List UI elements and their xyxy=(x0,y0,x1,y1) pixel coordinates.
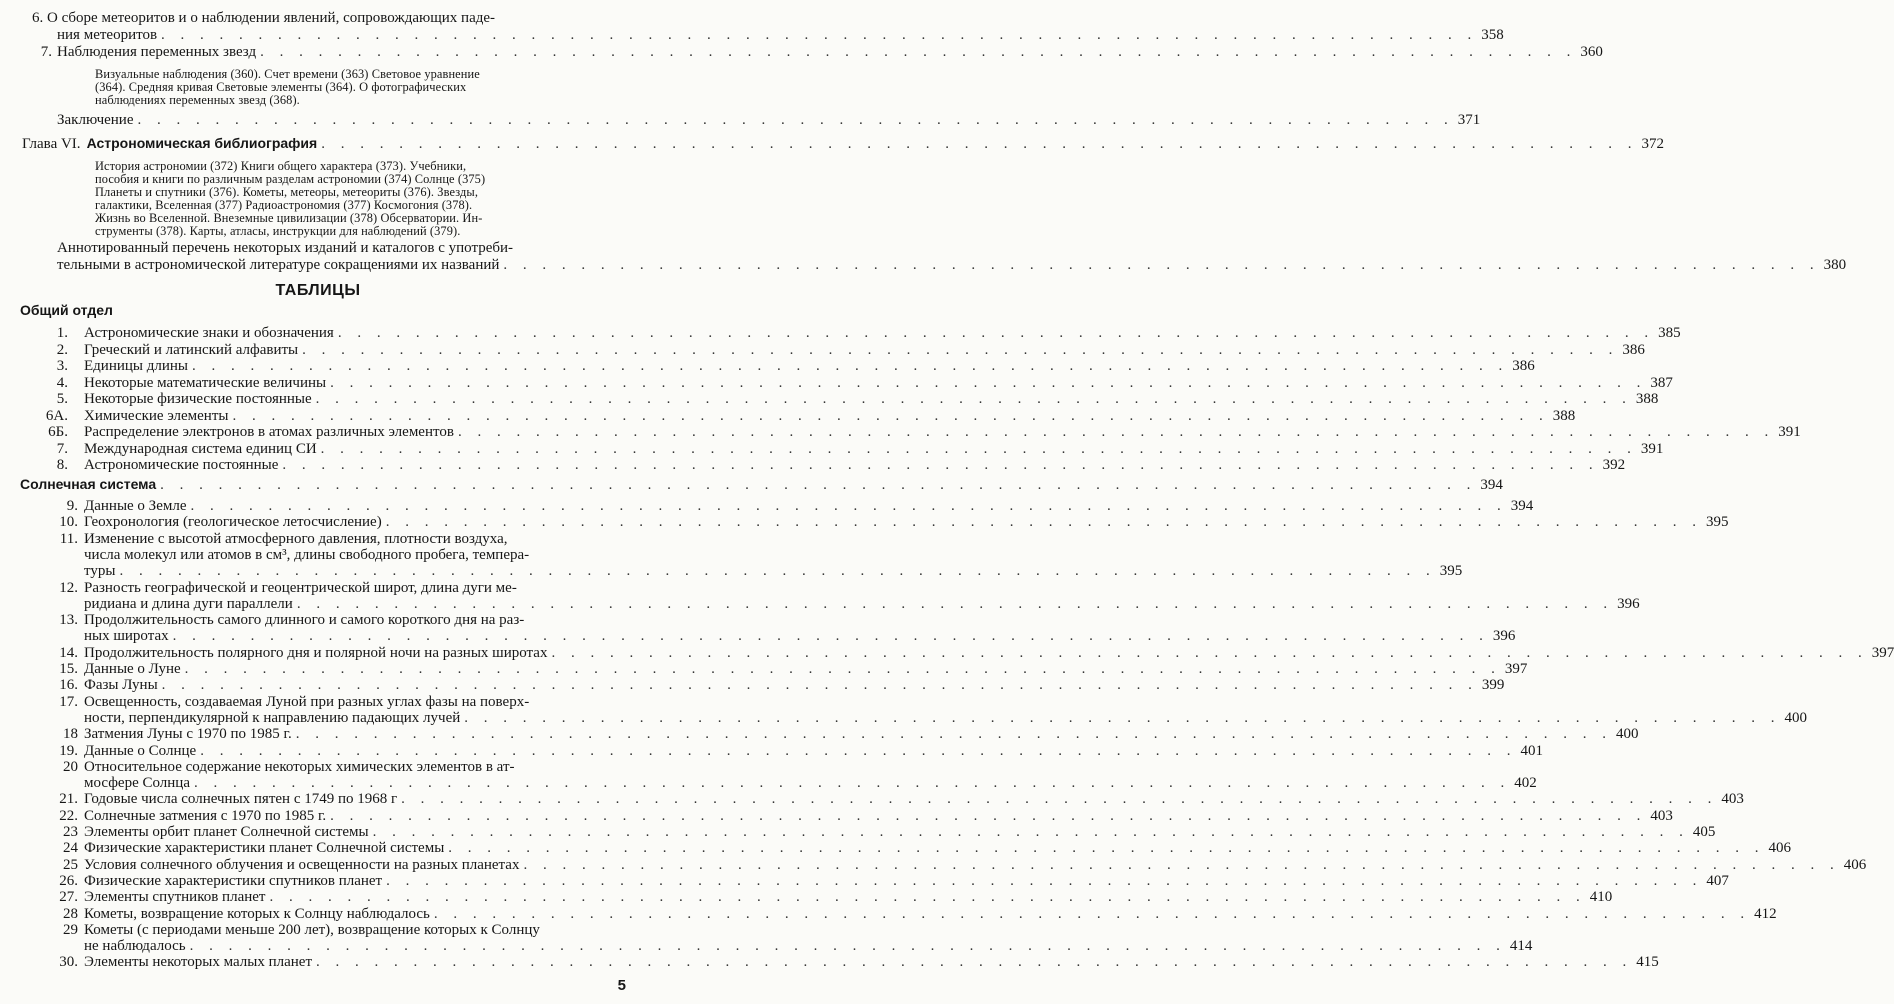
leader-dots xyxy=(523,857,1839,874)
leader-dots xyxy=(161,27,1477,44)
leader-dots xyxy=(448,840,1764,857)
entry-page: 412 xyxy=(1754,905,1777,922)
entry-number: 10. xyxy=(59,514,78,531)
leader-dots xyxy=(192,358,1508,375)
solar-table-entry xyxy=(40,514,1729,531)
entry-page: 396 xyxy=(1492,628,1516,645)
entry-title: Греческий и латинский алфавиты xyxy=(84,341,299,358)
entry-title: Химические элементы xyxy=(84,407,229,424)
entry-title: Астрономические постоянные xyxy=(84,457,279,473)
entry-title: ных широтах xyxy=(84,628,169,645)
leader-dots xyxy=(138,112,1454,129)
leader-dots xyxy=(185,661,1501,678)
entry-page: 395 xyxy=(1705,514,1729,531)
solar-table-entry-line xyxy=(40,694,624,711)
entry-number: 26. xyxy=(59,872,78,889)
entry-page: 399 xyxy=(1481,677,1505,694)
solar-table-entry xyxy=(40,791,1744,808)
entry-title: Солнечные затмения с 1970 по 1985 г. xyxy=(84,807,327,824)
entry-page: 360 xyxy=(1580,44,1603,60)
solar-table-entry-line xyxy=(40,531,624,548)
entry-page: 371 xyxy=(1457,112,1481,128)
general-table-entry xyxy=(40,424,1801,441)
entry-page: 388 xyxy=(1552,407,1576,424)
subtopic-line: (364). Средняя кривая Световые элементы (364). О фотографических xyxy=(95,80,467,94)
entry-number: 30. xyxy=(59,954,78,971)
entry-title: мосфере Солнца xyxy=(84,775,190,792)
entry-title: Некоторые математические величины xyxy=(84,374,327,391)
leader-dots xyxy=(162,677,1478,694)
leader-dots xyxy=(260,44,1576,61)
general-table-entry xyxy=(40,440,1664,458)
entry-number: 22. xyxy=(59,807,78,824)
entry-number: 29 xyxy=(63,921,78,938)
leader-dots xyxy=(232,408,1548,425)
entry-number: 5. xyxy=(56,391,68,407)
entry-title: Физические характеристики спутников планет xyxy=(84,872,383,889)
entry-page: 395 xyxy=(1439,563,1463,580)
solar-table-entry xyxy=(40,905,1777,923)
entry-title: Наблюдения переменных звезд xyxy=(57,44,257,60)
leader-dots xyxy=(338,325,1654,342)
solar-table-entry xyxy=(84,563,1463,580)
subtopic-line: пособия и книги по различным разделам астрономии (374) Солнце (375) xyxy=(95,172,486,186)
chapter-6-entry xyxy=(22,135,1664,153)
leader-dots xyxy=(119,563,1435,580)
entry-page: 386 xyxy=(1512,358,1535,374)
entry-title: Разность географической и геоцентрической широт, длина дуги ме- xyxy=(84,579,517,596)
entry-number: 7. xyxy=(40,44,52,60)
toc-entry-6 xyxy=(57,27,1504,44)
entry-number: 21. xyxy=(59,791,78,808)
chapter-label: Глава VI. xyxy=(22,136,81,152)
leader-dots xyxy=(296,726,1612,743)
annotated-list-entry xyxy=(57,257,1847,274)
entry-number: 16. xyxy=(59,677,78,694)
subtopic-line: наблюдениях переменных звезд (368). xyxy=(95,93,300,107)
entry-title: тельными в астрономической литературе сокращениями их названий xyxy=(57,257,500,273)
solar-table-entry xyxy=(40,954,1659,971)
entry-number: 1. xyxy=(56,325,68,341)
solar-table-entry xyxy=(40,824,1716,841)
entry-title: Затмения Луны с 1970 по 1985 г. xyxy=(84,726,292,743)
entry-page: 414 xyxy=(1509,938,1533,955)
entry-number: 13. xyxy=(59,612,78,629)
entry-title: Продолжительность полярного дня и полярной ночи на разных широтах xyxy=(84,644,548,661)
solar-table-entry xyxy=(40,661,1528,678)
toc-entry-6-line1: 6. О сборе метеоритов и о наблюдении явлений, сопровождающих паде- xyxy=(32,10,496,26)
leader-dots xyxy=(330,375,1646,392)
entry-page: 415 xyxy=(1636,954,1659,971)
entry-title: Международная система единиц СИ xyxy=(84,440,317,457)
entry-number: 19. xyxy=(59,742,78,759)
entry-number: 18 xyxy=(63,726,78,743)
solar-table-entry xyxy=(40,872,1729,890)
entry-number: 4. xyxy=(56,374,68,391)
entry-page: 391 xyxy=(1640,440,1664,457)
entry-number: 20 xyxy=(63,758,78,775)
entry-number: 3. xyxy=(56,358,68,374)
entry-page: 386 xyxy=(1622,341,1645,358)
chapter-title: Астрономическая библиография xyxy=(86,135,318,151)
entry-page: 401 xyxy=(1520,742,1543,759)
entry-page: 385 xyxy=(1658,325,1681,341)
entry-title: Астрономические знаки и обозначения xyxy=(84,325,334,341)
entry-page: 394 xyxy=(1510,498,1534,514)
entry-number: 2. xyxy=(56,341,68,358)
leader-dots xyxy=(173,628,1489,645)
annotated-list-line1: Аннотированный перечень некоторых изданий и каталогов с употреби- xyxy=(57,240,514,256)
subtopic-line: Планеты и спутники (376). Кометы, метеоры, метеориты (376). Звезды, xyxy=(95,185,479,199)
tables-heading: ТАБЛИЦЫ xyxy=(275,282,361,299)
entry-title: Относительное содержание некоторых химических элементов в ат- xyxy=(84,758,515,775)
entry-page: 402 xyxy=(1514,775,1537,792)
leader-dots xyxy=(434,906,1750,923)
leader-dots xyxy=(321,441,1637,458)
leader-dots xyxy=(330,808,1646,825)
leader-dots xyxy=(503,257,1819,274)
entry-number: 6А. xyxy=(45,407,68,424)
leader-dots xyxy=(386,514,1702,531)
entry-number: 11. xyxy=(59,530,78,547)
solar-table-entry xyxy=(40,807,1673,825)
general-table-entry xyxy=(40,325,1681,342)
entry-number: 25 xyxy=(63,856,78,873)
leader-dots xyxy=(194,775,1510,792)
solar-table-entry-line xyxy=(40,922,624,939)
solar-table-entry-line xyxy=(40,580,624,597)
general-table-entry xyxy=(40,358,1535,375)
solar-table-entry xyxy=(40,677,1505,694)
solar-table-entry xyxy=(40,742,1543,760)
leader-dots xyxy=(297,596,1613,613)
entry-page: 405 xyxy=(1692,824,1716,840)
solar-table-entry xyxy=(84,775,1537,792)
entry-title: Некоторые физические постоянные xyxy=(84,391,312,407)
entry-number: 24 xyxy=(63,840,78,857)
section-solar-title: Солнечная система xyxy=(20,476,157,492)
entry-title: Геохронология (геологическое летосчисление) xyxy=(84,514,382,531)
solar-table-entry xyxy=(40,644,1894,662)
entry-number: 12. xyxy=(59,579,78,596)
entry-number: 28 xyxy=(63,905,78,922)
solar-table-entry xyxy=(40,889,1613,906)
leader-dots xyxy=(316,391,1632,408)
toc-entry-7 xyxy=(32,44,1603,61)
solar-table-entry-line xyxy=(40,759,624,776)
entry-page: 388 xyxy=(1635,391,1659,407)
subtopic-line: галактики, Вселенная (377) Радиоастрономия (377) Космогония (378). xyxy=(95,198,473,212)
entry-page: 392 xyxy=(1602,457,1626,473)
subtopic-line: Жизнь во Вселенной. Внеземные цивилизации (378) Обсерватории. Ин- xyxy=(95,211,483,225)
entry-page: 358 xyxy=(1481,27,1504,43)
entry-title: Кометы (с периодами меньше 200 лет), возвращение которых к Солнцу xyxy=(84,921,540,938)
leader-dots xyxy=(190,938,1506,955)
entry-page: 394 xyxy=(1480,477,1503,493)
solar-table-entry-line xyxy=(40,612,624,629)
entry-page: 387 xyxy=(1650,374,1673,391)
entry-page: 400 xyxy=(1784,709,1808,726)
leader-dots xyxy=(160,477,1476,494)
leader-dots xyxy=(269,889,1585,906)
general-table-entry xyxy=(40,391,1659,408)
entry-number: 7. xyxy=(56,440,68,457)
entry-title: Физические характеристики планет Солнечной системы xyxy=(84,840,445,857)
entry-page: 406 xyxy=(1843,856,1867,873)
subtopic-line: История астрономии (372) Книги общего характера (373). Учебники, xyxy=(95,159,467,173)
entry-title: Данные о Солнце xyxy=(84,742,197,759)
entry-title: Заключение xyxy=(57,112,134,128)
section-solar-title-row xyxy=(20,476,1503,494)
solar-table-entry xyxy=(40,726,1639,743)
general-table-entry xyxy=(40,341,1645,359)
entry-page: 380 xyxy=(1823,257,1847,273)
leader-dots xyxy=(386,873,1702,890)
entry-title-continuation: числа молекул или атомов в см³, длины свободного пробега, темпера- xyxy=(84,546,530,563)
leader-dots xyxy=(458,424,1774,441)
leader-dots xyxy=(302,342,1618,359)
entry-page: 407 xyxy=(1706,872,1729,889)
entry-page: 403 xyxy=(1721,791,1744,808)
leader-dots xyxy=(191,498,1507,515)
entry-title: Кометы, возвращение которых к Солнцу наблюдалось xyxy=(84,905,430,922)
entry-page: 403 xyxy=(1650,807,1673,824)
entry-title: ридиана и длина дуги параллели xyxy=(84,595,293,612)
entry-page: 372 xyxy=(1641,136,1664,152)
solar-table-entry xyxy=(84,595,1640,613)
leader-dots xyxy=(401,791,1717,808)
subtopic-line: струменты (378). Карты, атласы, инструкции для наблюдений (379). xyxy=(95,224,461,238)
entry-number: 27. xyxy=(59,889,78,906)
entry-title: туры xyxy=(84,563,116,580)
entry-title: Элементы спутников планет xyxy=(84,889,266,906)
entry-number: 17. xyxy=(59,693,78,710)
general-table-entry xyxy=(40,457,1626,474)
leader-dots xyxy=(316,954,1632,971)
entry-title: Условия солнечного облучения и освещенности на разных планетах xyxy=(84,856,520,873)
entry-title: Освещенность, создаваемая Луной при разных углах фазы на поверх- xyxy=(84,693,530,710)
general-table-entry xyxy=(40,374,1673,392)
entry-title: ния метеоритов xyxy=(57,27,158,43)
entry-number: 14. xyxy=(59,644,78,661)
leader-dots xyxy=(464,710,1780,727)
entry-page: 391 xyxy=(1778,424,1801,440)
entry-page: 397 xyxy=(1871,644,1894,661)
entry-title: Данные о Луне xyxy=(84,661,181,677)
entry-page: 406 xyxy=(1768,840,1792,857)
subtopic-line: Визуальные наблюдения (360). Счет времени (363) Световое уравнение xyxy=(95,67,480,81)
entry-title: Фазы Луны xyxy=(84,677,158,694)
entry-title: Распределение электронов в атомах различных элементов xyxy=(84,424,454,440)
entry-page: 397 xyxy=(1504,661,1528,677)
entry-title: Изменение с высотой атмосферного давления, плотности воздуха, xyxy=(84,530,508,547)
entry-number: 8. xyxy=(56,457,68,473)
solar-table-entry xyxy=(84,709,1808,727)
leader-dots xyxy=(200,743,1516,760)
entry-title: Единицы длины xyxy=(84,358,188,374)
entry-page: 400 xyxy=(1616,726,1639,743)
entry-page: 396 xyxy=(1617,595,1640,612)
entry-number: 23 xyxy=(63,824,78,840)
leader-dots xyxy=(373,824,1689,841)
section-general-title: Общий отдел xyxy=(20,302,113,318)
general-table-entry xyxy=(40,407,1576,425)
solar-table-entry xyxy=(40,856,1867,874)
entry-title: Годовые числа солнечных пятен с 1749 по 1968 г xyxy=(84,791,398,808)
entry-number: 6Б. xyxy=(48,424,68,440)
entry-title: ности, перпендикулярной к направлению падающих лучей xyxy=(84,709,461,726)
entry-title: Элементы некоторых малых планет xyxy=(84,954,313,971)
toc-conclusion xyxy=(57,112,1481,129)
leader-dots xyxy=(551,645,1867,662)
page-number: 5 xyxy=(617,977,626,994)
entry-title: Элементы орбит планет Солнечной системы xyxy=(84,824,369,840)
leader-dots xyxy=(321,136,1637,153)
leader-dots xyxy=(282,457,1598,474)
solar-table-entry xyxy=(40,498,1534,515)
entry-title: Данные о Земле xyxy=(84,498,187,514)
entry-page: 410 xyxy=(1589,889,1613,906)
solar-table-entry xyxy=(40,840,1792,857)
solar-table-entry xyxy=(84,628,1516,645)
entry-number: 9. xyxy=(66,498,78,514)
entry-number: 15. xyxy=(59,661,78,677)
entry-title: не наблюдалось xyxy=(84,938,186,955)
solar-table-entry xyxy=(84,938,1533,955)
entry-title: Продолжительность самого длинного и самого короткого дня на раз- xyxy=(84,612,525,629)
